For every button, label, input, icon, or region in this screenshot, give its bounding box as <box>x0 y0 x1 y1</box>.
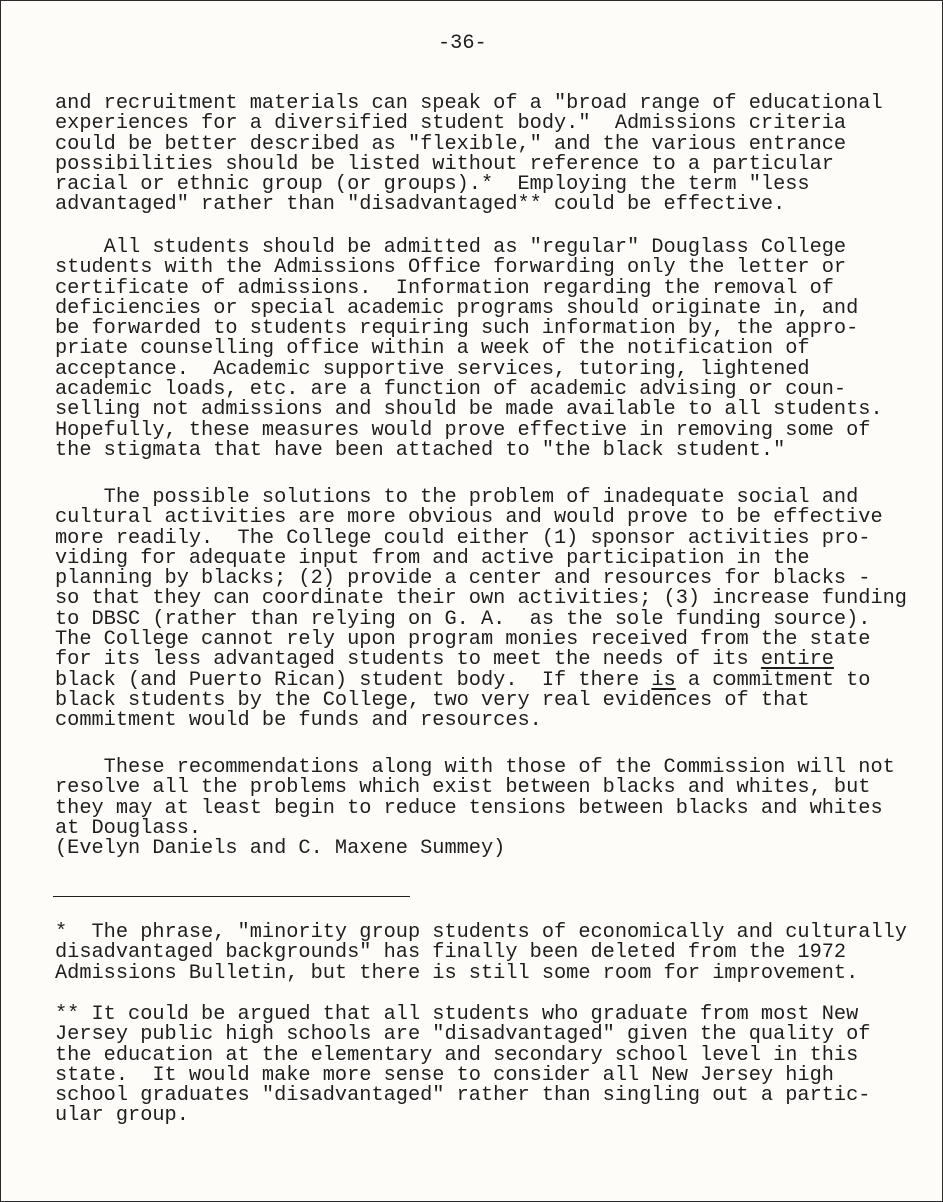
text-line: certificate of admissions. Information regarding the removal of <box>55 276 834 300</box>
footnote-double-asterisk <box>55 1005 935 1127</box>
text-line: for its less advantaged students to meet the needs of its entire <box>55 648 834 672</box>
underlined-word: entire <box>760 648 834 672</box>
text-line: planning by blacks; (2) provide a center and resources for blacks - <box>55 567 871 591</box>
text-line: and recruitment materials can speak of a "broad range of educational <box>55 92 883 115</box>
paragraph-recommendations <box>55 758 935 859</box>
text-line: selling not admissions and should be made available to all students. <box>55 398 883 422</box>
text-line: state. It would make more sense to consider all New Jersey high <box>55 1063 834 1087</box>
text-line: students with the Admissions Office forwarding only the letter or <box>55 256 847 280</box>
text-line: deficiencies or special academic programs should originate in, and <box>55 296 859 320</box>
text-line: possibilities should be listed without reference to a particular <box>55 152 834 176</box>
text-line: they may at least begin to reduce tensions between blacks and whites <box>55 796 883 820</box>
text-line: experiences for a diversified student body." Admissions criteria <box>55 112 847 136</box>
text-line: commitment would be funds and resources. <box>55 709 542 733</box>
text-line: disadvantaged backgrounds" has finally been deleted from the 1972 <box>55 941 847 965</box>
text-line: cultural activities are more obvious and would prove to be effective <box>55 506 883 530</box>
text-line: viding for adequate input from and active participation in the <box>55 546 810 570</box>
footnote-divider <box>53 896 410 897</box>
footnote-single-asterisk <box>55 923 935 984</box>
text-line: These recommendations along with those of the Commission will not <box>55 756 895 779</box>
text-line: ** It could be argued that all students who graduate from most New <box>55 1003 859 1026</box>
text-line: resolve all the problems which exist between blacks and whites, but <box>55 776 871 800</box>
text-line: priate counselling office within a week of the notification of <box>55 337 810 361</box>
text-line: acceptance. Academic supportive services, tutoring, lightened <box>55 357 810 381</box>
paragraph-recruitment <box>55 94 935 216</box>
text-line: so that they can coordinate their own activities; (3) increase funding <box>55 587 907 611</box>
underlined-word: is <box>651 668 676 692</box>
text-line: * The phrase, "minority group students of economically and culturally <box>55 921 907 944</box>
text-line: ular group. <box>55 1104 189 1128</box>
text-line: school graduates "disadvantaged" rather than singling out a partic- <box>55 1084 871 1108</box>
text-line: academic loads, etc. are a function of academic advising or coun- <box>55 378 847 402</box>
page-number: -36- <box>438 32 487 55</box>
paragraph-admissions <box>55 238 935 461</box>
text-line: Jersey public high schools are "disadvantaged" given the quality of <box>55 1023 871 1047</box>
text-line: be forwarded to students requiring such information by, the appro- <box>55 317 859 341</box>
text-line: The possible solutions to the problem of inadequate social and <box>55 486 859 509</box>
text-line: the stigmata that have been attached to "the black student." <box>55 438 786 462</box>
text-line: to DBSC (rather than relying on G. A. as the sole funding source). <box>55 607 871 631</box>
text-line: could be better described as "flexible," and the various entrance <box>55 132 847 156</box>
text-line: Admissions Bulletin, but there is still some room for improvement. <box>55 961 859 985</box>
text-line: the education at the elementary and secondary school level in this <box>55 1043 859 1067</box>
text-line: at Douglass. <box>55 816 202 840</box>
text-line: black students by the College, two very real evidences of that <box>55 688 810 712</box>
text-line: advantaged" rather than "disadvantaged** could be effective. <box>55 193 786 217</box>
text-line: more readily. The College could either (1) sponsor activities pro- <box>55 526 871 550</box>
text-line: The College cannot rely upon program monies received from the state <box>55 628 871 652</box>
text-line: All students should be admitted as "regular" Douglass College <box>55 236 847 259</box>
text-line: black (and Puerto Rican) student body. If there is a commitment to <box>55 668 871 692</box>
text-line: racial or ethnic group (or groups).* Employing the term "less <box>55 173 810 197</box>
paragraph-solutions <box>55 488 935 732</box>
authors-line: (Evelyn Daniels and C. Maxene Summey) <box>55 837 506 861</box>
text-line: Hopefully, these measures would prove effective in removing some of <box>55 418 871 442</box>
